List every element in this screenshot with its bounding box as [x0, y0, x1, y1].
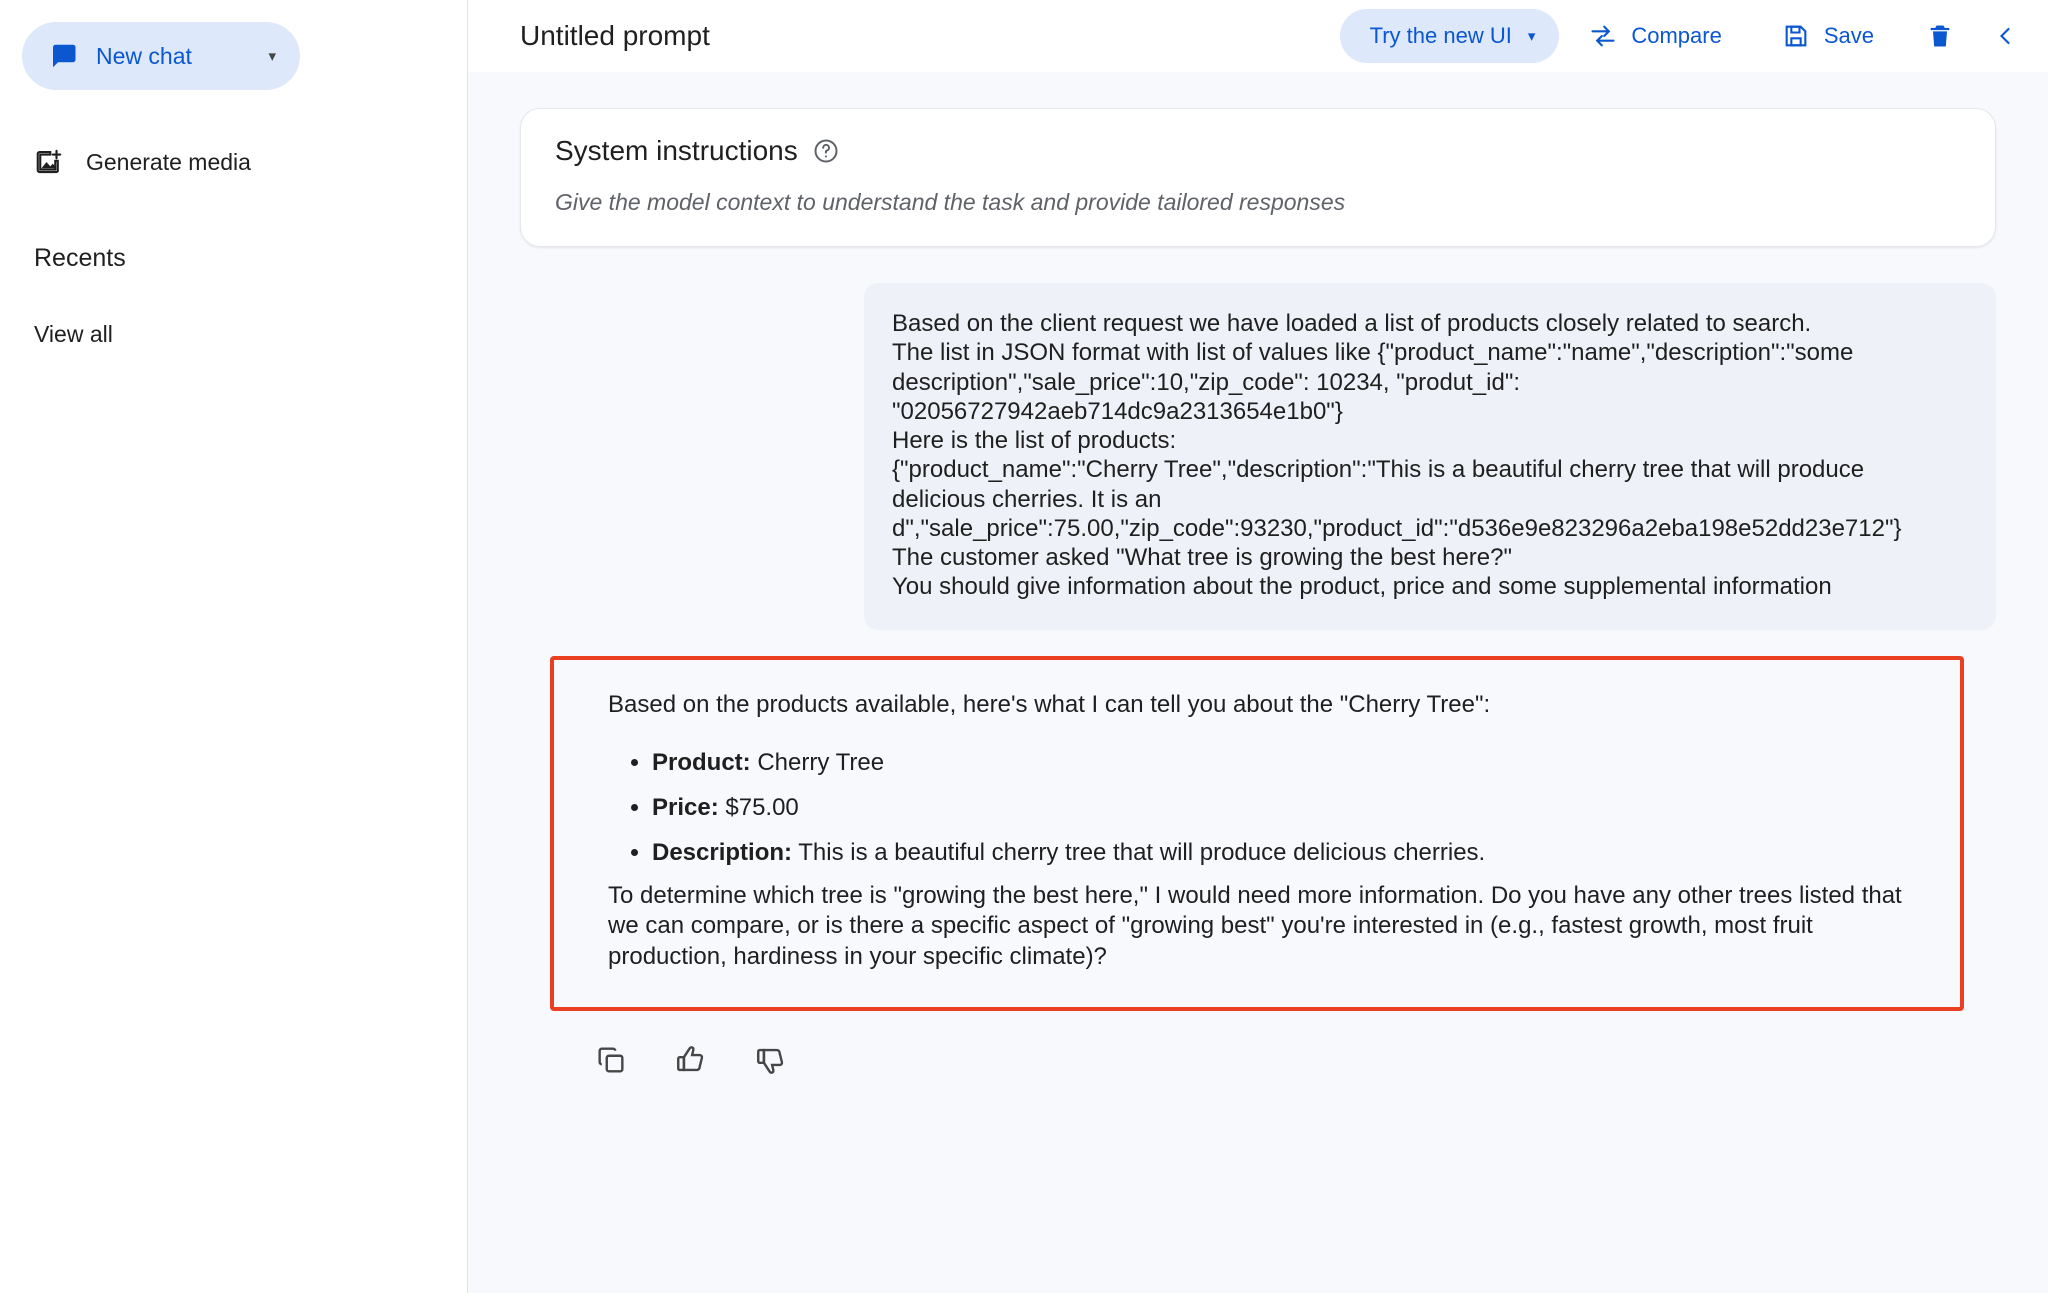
system-instructions-card[interactable] — [520, 108, 1996, 247]
user-message-line: {"product_name":"Cherry Tree","description":"This is a beautiful cherry tree that will produce delicious cherries. It is an d","sale_price":75.00,"zip_code":93230,"product_id":"d536e9e823296a2eba198e52dd23e712"} — [892, 456, 1902, 542]
model-answer-block[interactable] — [550, 656, 1964, 1011]
content-scroll-area — [468, 72, 2048, 1293]
bullet-label: Price: — [652, 794, 719, 822]
user-message-line: You should give information about the product, price and some supplemental information — [892, 573, 1832, 601]
sidebar-item-generate-media-label: Generate media — [86, 148, 251, 175]
model-answer-bullets — [608, 746, 1930, 870]
image-add-icon — [34, 147, 64, 177]
copy-icon[interactable] — [592, 1041, 630, 1079]
view-all-link[interactable]: View all — [34, 321, 113, 347]
user-message-bubble[interactable] — [864, 283, 1996, 630]
compare-icon — [1589, 22, 1617, 50]
user-message-line: Here is the list of products: — [892, 427, 1177, 455]
model-answer-outro: To determine which tree is "growing the best here," I would need more information. Do you have any other trees listed that we can compare, or is there a specific aspect of "growing best" you're interested in (e.g., fastest growth, most fruit production, hardiness in your specific climate)? — [608, 881, 1902, 971]
chat-bubble-icon — [48, 41, 78, 71]
bullet-value: This is a beautiful cherry tree that will produce delicious cherries. — [798, 838, 1486, 866]
recents-heading: Recents — [34, 244, 126, 272]
save-icon — [1782, 22, 1810, 50]
code-button[interactable] — [1976, 9, 2048, 63]
bullet-label: Product: — [652, 749, 751, 777]
trash-icon — [1926, 22, 1954, 50]
new-chat-button[interactable] — [22, 22, 300, 90]
user-message-line: The list in JSON format with list of values like {"product_name":"name","description":"some description","sale_price":10,"zip_code": 10234, "produt_id": "02056727942aeb714dc9a2313654e1b0"} — [892, 339, 1854, 425]
list-item — [652, 836, 1930, 871]
system-instructions-title: System instructions — [555, 135, 798, 166]
bullet-label: Description: — [652, 838, 793, 866]
compare-button[interactable] — [1559, 9, 1751, 63]
new-chat-label: New chat — [96, 42, 192, 69]
chevron-down-icon: ▾ — [1527, 27, 1536, 45]
save-button[interactable] — [1752, 9, 1904, 63]
try-new-ui-button[interactable] — [1340, 9, 1560, 63]
user-message-line: Based on the client request we have loaded a list of products closely related to search. — [892, 310, 1812, 337]
content-inner — [468, 108, 2048, 1293]
save-label: Save — [1823, 23, 1874, 48]
code-icon — [1998, 22, 2026, 50]
list-item — [652, 746, 1930, 781]
bullet-value: Cherry Tree — [757, 749, 885, 777]
system-instructions-header — [555, 135, 1961, 167]
try-new-ui-label: Try the new UI — [1369, 23, 1512, 48]
top-bar-actions — [1340, 9, 2048, 63]
model-answer-intro: Based on the products available, here's what I can tell you about the "Cherry Tree": — [608, 690, 1491, 718]
system-instructions-placeholder: Give the model context to understand the task and provide tailored responses — [555, 189, 1346, 215]
top-bar — [468, 0, 2048, 72]
page-title: Untitled prompt — [520, 20, 710, 51]
chevron-down-icon[interactable]: ▾ — [268, 47, 276, 65]
sidebar-item-generate-media[interactable] — [0, 132, 467, 192]
answer-actions — [592, 1041, 1996, 1079]
compare-label: Compare — [1631, 23, 1722, 48]
user-message-line: The customer asked "What tree is growing the best here?" — [892, 544, 1513, 572]
list-item — [652, 791, 1930, 826]
thumb-down-icon[interactable] — [752, 1041, 790, 1079]
thumb-up-icon[interactable] — [672, 1041, 710, 1079]
bullet-value: $75.00 — [725, 794, 799, 822]
delete-button[interactable] — [1904, 9, 1976, 63]
help-circle-icon[interactable] — [812, 137, 840, 165]
sidebar — [0, 0, 468, 1293]
main-area — [468, 0, 2048, 1293]
